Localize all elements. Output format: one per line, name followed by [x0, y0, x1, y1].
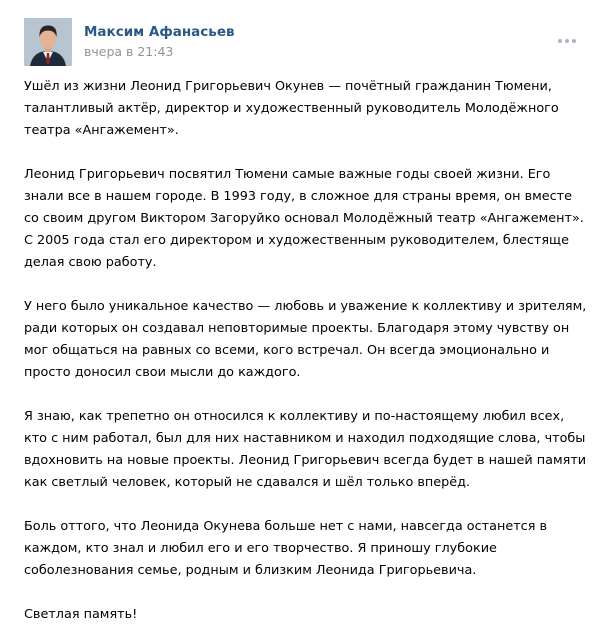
post-text	[24, 76, 590, 626]
author-name-link[interactable]: Максим Афанасьев	[84, 24, 235, 40]
post-paragraph: У него было уникальное качество — любовь и уважение к коллективу и зрителям, ради которых он создавал неповторимые проекты. Благодаря этому чувству он мог общаться на равных со всеми, кого встречал. Он всегда эмоционально и просто доносил свои мысли до каждого.	[24, 299, 587, 380]
more-dots-icon	[565, 39, 569, 43]
post-date-link[interactable]: вчера в 21:43	[84, 44, 174, 59]
post-paragraph: Боль оттого, что Леонида Окунева больше нет с нами, навсегда останется в каждом, кто знал и любил его и его творчество. Я приношу глубокие соболезнования семье, родным и близким Леонида Григорьевича.	[24, 519, 548, 578]
author-avatar[interactable]	[24, 18, 72, 66]
author-block	[84, 23, 235, 61]
avatar-image	[24, 18, 72, 66]
more-dots-icon	[572, 39, 576, 43]
post-paragraph: Светлая память!	[24, 607, 138, 622]
post-paragraph: Ушёл из жизни Леонид Григорьевич Окунев — почётный гражданин Тюмени, талантливый актёр, директор и художественный руководитель Молодёжного театра «Ангажемент».	[24, 79, 559, 138]
post-paragraph: Леонид Григорьевич посвятил Тюмени самые важные годы своей жизни. Его знали все в нашем городе. В 1993 году, в сложное для страны время, он вместе со своим другом Виктором Загоруйко основал Молодёжный театр «Ангажемент». С 2005 года стал его директором и художественным руководителем, блестяще делая свою работу.	[24, 167, 584, 270]
post-actions-button[interactable]	[554, 30, 580, 52]
post-header	[24, 18, 235, 66]
more-dots-icon	[558, 39, 562, 43]
post-paragraph: Я знаю, как трепетно он относился к коллективу и по-настоящему любил всех, кто с ним работал, был для них наставником и находил подходящие слова, чтобы вдохновить на новые проекты. Леонид Григорьевич всегда будет в нашей памяти как светлый человек, который не сдавался и шёл только вперёд.	[24, 409, 587, 490]
